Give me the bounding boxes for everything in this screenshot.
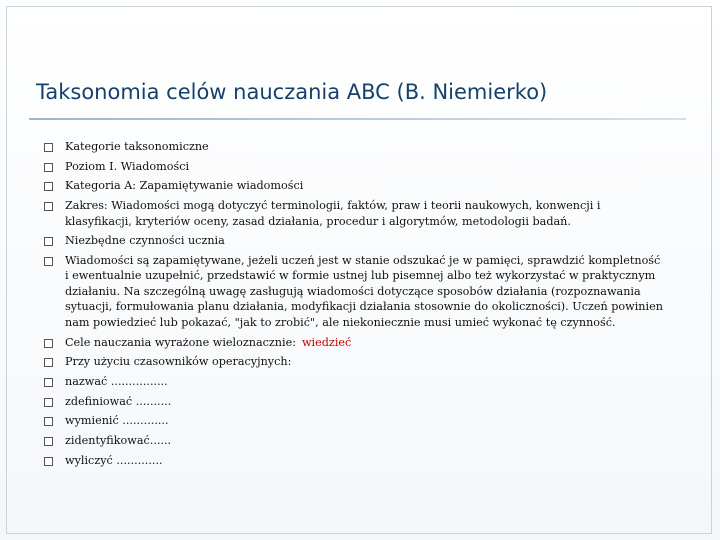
bullet-item — [44, 394, 664, 410]
bullet-text: zidentyfikować...... — [65, 434, 172, 448]
checkbox-square-icon — [44, 339, 53, 348]
checkbox-square-icon — [44, 457, 53, 466]
bullet-item — [44, 159, 664, 175]
bullet-text: zdefiniować .......... — [65, 394, 172, 408]
bullet-item — [44, 433, 664, 449]
bullet-item — [44, 354, 664, 370]
bullet-item — [44, 413, 664, 429]
checkbox-square-icon — [44, 257, 53, 266]
bullet-text: wymienić ............. — [65, 414, 169, 428]
checkbox-square-icon — [44, 237, 53, 246]
checkbox-square-icon — [44, 163, 53, 172]
checkbox-square-icon — [44, 398, 53, 407]
bullet-text: Poziom I. Wiadomości — [65, 159, 190, 173]
bullet-text: Kategoria A: Zapamiętywanie wiadomości — [65, 179, 304, 193]
bullet-item — [44, 374, 664, 390]
bullet-list — [44, 139, 664, 472]
checkbox-square-icon — [44, 202, 53, 211]
bullet-text: Cele nauczania wyrażone wieloznacznie: — [65, 335, 296, 349]
bullet-item — [44, 335, 664, 351]
bullet-item — [44, 178, 664, 194]
slide-title: Taksonomia celów nauczania ABC (B. Niemierko) — [36, 80, 548, 104]
checkbox-square-icon — [44, 417, 53, 426]
bullet-item — [44, 139, 664, 155]
bullet-text: Przy użyciu czasowników operacyjnych: — [65, 355, 292, 369]
checkbox-square-icon — [44, 378, 53, 387]
bullet-item — [44, 233, 664, 249]
bullet-item — [44, 198, 664, 229]
accent-word: wiedzieć — [301, 335, 352, 349]
bullet-text: Kategorie taksonomiczne — [65, 140, 209, 153]
checkbox-square-icon — [44, 182, 53, 191]
bullet-text: Zakres: Wiadomości mogą dotyczyć terminologii, faktów, praw i teorii naukowych, konwencji i klasyfikacji, kryteriów oceny, zasad działania, procedur i algorytmów, metodologii badań. — [65, 199, 601, 228]
checkbox-square-icon — [44, 437, 53, 446]
bullet-text: Niezbędne czynności ucznia — [65, 234, 225, 248]
title-underline — [29, 118, 686, 120]
bullet-text: nazwać ................ — [65, 375, 168, 388]
bullet-item — [44, 453, 664, 469]
bullet-text: Wiadomości są zapamiętywane, jeżeli uczeń jest w stanie odszukać je w pamięci, sprawdzić kompletność i ewentualnie uzupełnić, przedstawić w formie ustnej lub pisemnej albo też wykorzystać w praktycznym działaniu. Na szczególną uwagę zasługują wiadomości dotyczące sposobów działania (rozpoznawania sytuacji, formułowania planu działania, modyfikacji działania stosownie do okoliczności). Uczeń powinien nam powiedzieć lub pokazać, "jak to zrobić", ale niekoniecznie musi umieć wykonać tę czynność. — [65, 253, 663, 329]
checkbox-square-icon — [44, 143, 53, 152]
bullet-item — [44, 253, 664, 331]
checkbox-square-icon — [44, 358, 53, 367]
bullet-text: wyliczyć ............. — [65, 453, 163, 467]
